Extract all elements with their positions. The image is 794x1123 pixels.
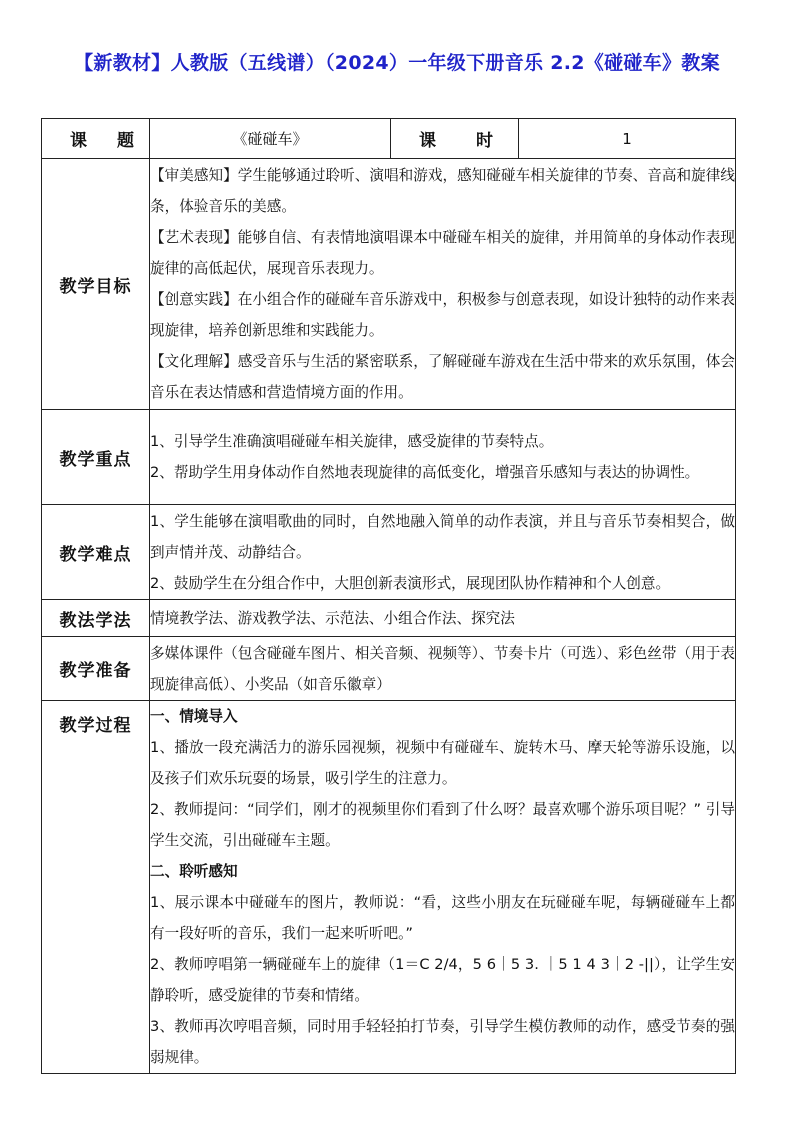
difficulties-row [42, 505, 736, 600]
process-row [42, 701, 736, 1074]
goal-expression: 【艺术表现】能够自信、有表情地演唱课本中碰碰车相关的旋律，并用简单的身体动作表现旋律的高低起伏，展现音乐表现力。 [150, 229, 735, 277]
goals-row [42, 159, 736, 410]
topic-label [42, 119, 150, 159]
difficulties-label: 教学难点 [42, 505, 150, 600]
topic-value: 《碰碰车》 [150, 119, 391, 159]
difficulties-content [150, 505, 736, 600]
preparation-row [42, 637, 736, 701]
difficulty-item: 2、鼓励学生在分组合作中，大胆创新表演形式，展现团队协作精神和个人创意。 [150, 574, 671, 592]
key-points-content [150, 410, 736, 505]
preparation-label: 教学准备 [42, 637, 150, 701]
period-label-char-2: 时 [476, 131, 494, 151]
goals-content [150, 159, 736, 410]
methods-content: 情境教学法、游戏教学法、示范法、小组合作法、探究法 [150, 600, 736, 637]
document-title: 【新教材】人教版（五线谱）（2024）一年级下册音乐 2.2《碰碰车》教案 [74, 52, 720, 74]
goal-culture: 【文化理解】感受音乐与生活的紧密联系，了解碰碰车游戏在生活中带来的欢乐氛围，体会音乐在表达情感和营造情境方面的作用。 [150, 353, 735, 401]
process-content [150, 701, 736, 1074]
difficulty-item: 1、学生能够在演唱歌曲的同时，自然地融入简单的动作表演，并且与音乐节奏相契合，做到声情并茂、动静结合。 [150, 512, 735, 561]
listening-step: 1、展示课本中碰碰车的图片，教师说：“看，这些小朋友在玩碰碰车呢，每辆碰碰车上都有一段好听的音乐，我们一起来听听吧。” [150, 894, 735, 942]
section-heading-intro: 一、情境导入 [150, 708, 238, 725]
goals-label: 教学目标 [42, 159, 150, 410]
period-label [391, 119, 519, 159]
key-points-row [42, 410, 736, 505]
section-heading-listening: 二、聆听感知 [150, 863, 238, 880]
goal-creativity: 【创意实践】在小组合作的碰碰车音乐游戏中，积极参与创意表现，如设计独特的动作来表现旋律，培养创新思维和实践能力。 [150, 291, 735, 339]
period-value: 1 [519, 119, 736, 159]
listening-step: 2、教师哼唱第一辆碰碰车上的旋律（1＝C 2/4，5 6｜5 3. ｜5 1 4 3｜2 -||），让学生安静聆听，感受旋律的节奏和情绪。 [150, 956, 735, 1004]
methods-label: 教法学法 [42, 600, 150, 637]
preparation-content: 多媒体课件（包含碰碰车图片、相关音频、视频等）、节奏卡片（可选）、彩色丝带（用于表现旋律高低）、小奖品（如音乐徽章） [150, 637, 736, 701]
period-label-char-1: 课 [419, 131, 437, 151]
intro-step: 1、播放一段充满活力的游乐园视频，视频中有碰碰车、旋转木马、摩天轮等游乐设施，以及孩子们欢乐玩耍的场景，吸引学生的注意力。 [150, 739, 735, 787]
key-point-item: 1、引导学生准确演唱碰碰车相关旋律，感受旋律的节奏特点。 [150, 433, 554, 450]
lesson-plan-table [41, 118, 736, 1074]
goal-aesthetic: 【审美感知】学生能够通过聆听、演唱和游戏，感知碰碰车相关旋律的节奏、音高和旋律线条，体验音乐的美感。 [150, 167, 735, 215]
key-points-label: 教学重点 [42, 410, 150, 505]
header-row [42, 119, 736, 159]
topic-label-char-2: 题 [117, 131, 135, 151]
intro-step: 2、教师提问：“同学们，刚才的视频里你们看到了什么呀？最喜欢哪个游乐项目呢？” 引导学生交流，引出碰碰车主题。 [150, 801, 735, 849]
methods-row [42, 600, 736, 637]
process-label: 教学过程 [42, 701, 150, 1074]
listening-step: 3、教师再次哼唱音频，同时用手轻轻拍打节奏，引导学生模仿教师的动作，感受节奏的强弱规律。 [150, 1018, 735, 1066]
key-point-item: 2、帮助学生用身体动作自然地表现旋律的高低变化，增强音乐感知与表达的协调性。 [150, 464, 700, 481]
topic-label-char-1: 课 [70, 131, 88, 151]
